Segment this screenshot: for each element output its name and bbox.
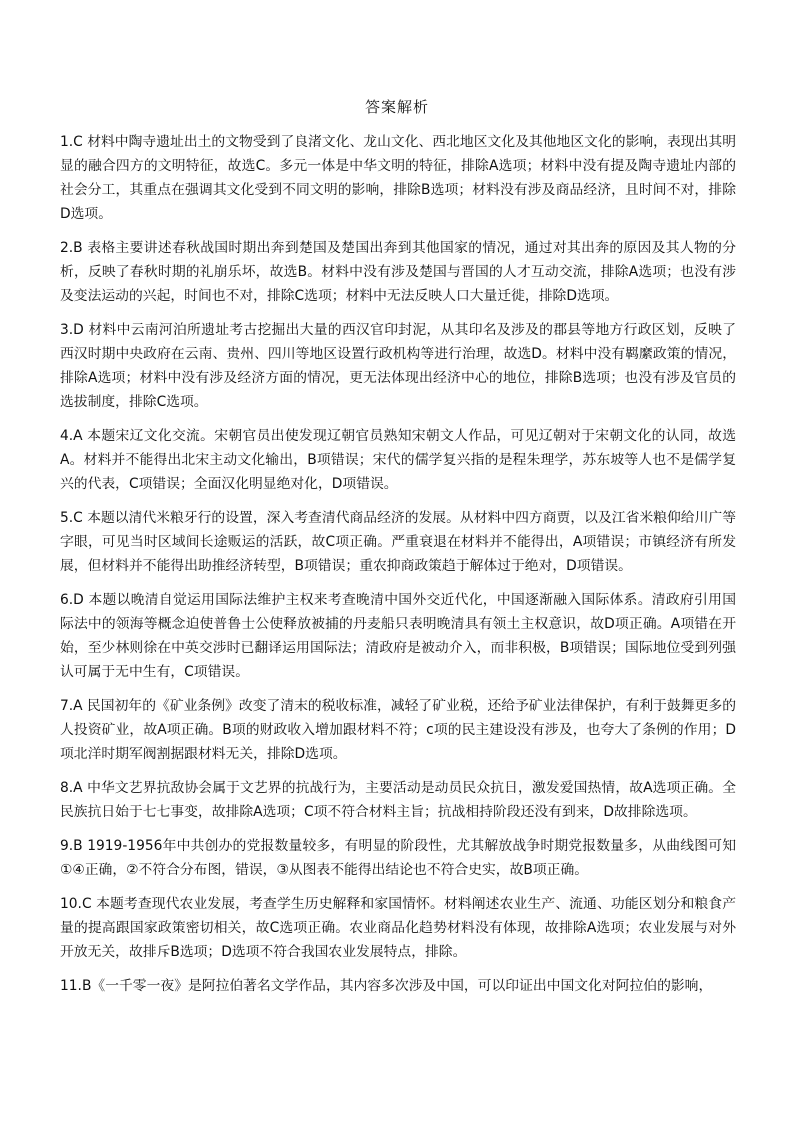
page-title: 答案解析 xyxy=(364,98,429,116)
answer-list xyxy=(60,130,736,1008)
answer-item-6: 6.D 本题以晚清自觉运用国际法维护主权来考查晚清中国外交近代化，中国逐渐融入国际体系。清政府引用国际法中的领海等概念迫使普鲁士公使释放被捕的丹麦船只表明晚清具有领土主权意识，故D项正确。A项错在开始，至少林则徐在中英交涉时已翻译运用国际法；清政府是被动介入，而非积极，B项错误；国际地位受到列强认可属于无中生有，C项错误。 xyxy=(60,592,736,680)
answer-item-4: 4.A 本题宋辽文化交流。宋朝官员出使发现辽朝官员熟知宋朝文人作品，可见辽朝对于宋朝文化的认同，故选A。材料并不能得出北宋主动文化输出，B项错误；宋代的儒学复兴指的是程朱理学，苏东坡等人也不是儒学复兴的代表，C项错误；全面汉化明显绝对化，D项错误。 xyxy=(60,428,736,492)
answer-item-1: 1.C 材料中陶寺遗址出土的文物受到了良渚文化、龙山文化、西北地区文化及其他地区文化的影响，表现出其明显的融合四方的文明特征，故选C。多元一体是中华文明的特征，排除A选项；材料中没有提及陶寺遗址内部的社会分工，其重点在强调其文化受到不同文明的影响，排除B选项；材料没有涉及商品经济，且时间不对，排除D选项。 xyxy=(60,134,736,222)
answer-item-3: 3.D 材料中云南河泊所遗址考古挖掘出大量的西汉官印封泥，从其印名及涉及的郡县等地方行政区划，反映了西汉时期中央政府在云南、贵州、四川等地区设置行政机构等进行治理，故选D。材料中没有羁縻政策的情况，排除A选项；材料中没有涉及经济方面的情况，更无法体现出经济中心的地位，排除B选项；也没有涉及官员的选拔制度，排除C选项。 xyxy=(60,322,736,410)
answer-item-8: 8.A 中华文艺界抗敌协会属于文艺界的抗战行为，主要活动是动员民众抗日，激发爱国热情，故A选项正确。全民族抗日始于七七事变，故排除A选项；C项不符合材料主旨；抗战相持阶段还没有到来，D故排除选项。 xyxy=(60,780,736,820)
answer-item-10: 10.C 本题考查现代农业发展，考查学生历史解释和家国情怀。材料阐述农业生产、流通、功能区划分和粮食产量的提高跟国家政策密切相关，故C选项正确。农业商品化趋势材料没有体现，故排除A选项；农业发展与对外开放无关，故排斥B选项；D选项不符合我国农业发展特点，排除。 xyxy=(60,896,736,960)
answer-item-2: 2.B 表格主要讲述春秋战国时期出奔到楚国及楚国出奔到其他国家的情况，通过对其出奔的原因及其人物的分析，反映了春秋时期的礼崩乐坏，故选B。材料中没有涉及楚国与晋国的人才互动交流，排除A选项；也没有涉及变法运动的兴起，时间也不对，排除C选项；材料中无法反映人口大量迁徙，排除D选项。 xyxy=(60,240,736,304)
answer-item-7: 7.A 民国初年的《矿业条例》改变了清末的税收标准，减轻了矿业税，还给予矿业法律保护，有利于鼓舞更多的人投资矿业，故A项正确。B项的财政收入增加跟材料不符；c项的民主建设没有涉及，也夸大了条例的作用；D项北洋时期军阀割据跟材料无关，排除D选项。 xyxy=(60,698,736,762)
answer-item-5: 5.C 本题以清代米粮牙行的设置，深入考查清代商品经济的发展。从材料中四方商贾，以及江省米粮仰给川广等字眼，可见当时区域间长途贩运的活跃，故C项正确。严重衰退在材料并不能得出，A项错误；市镇经济有所发展，但材料并不能得出助推经济转型，B项错误；重农抑商政策趋于解体过于绝对，D项错误。 xyxy=(60,510,736,574)
answer-item-11: 11.B《一千零一夜》是阿拉伯著名文学作品，其内容多次涉及中国，可以印证出中国文化对阿拉伯的影响， xyxy=(60,978,713,994)
answer-item-9: 9.B 1919-1956年中共创办的党报数量较多，有明显的阶段性，尤其解放战争时期党报数量多，从曲线图可知①④正确，②不符合分布图，错误，③从图表不能得出结论也不符合史实，故B项正确。 xyxy=(60,838,736,878)
